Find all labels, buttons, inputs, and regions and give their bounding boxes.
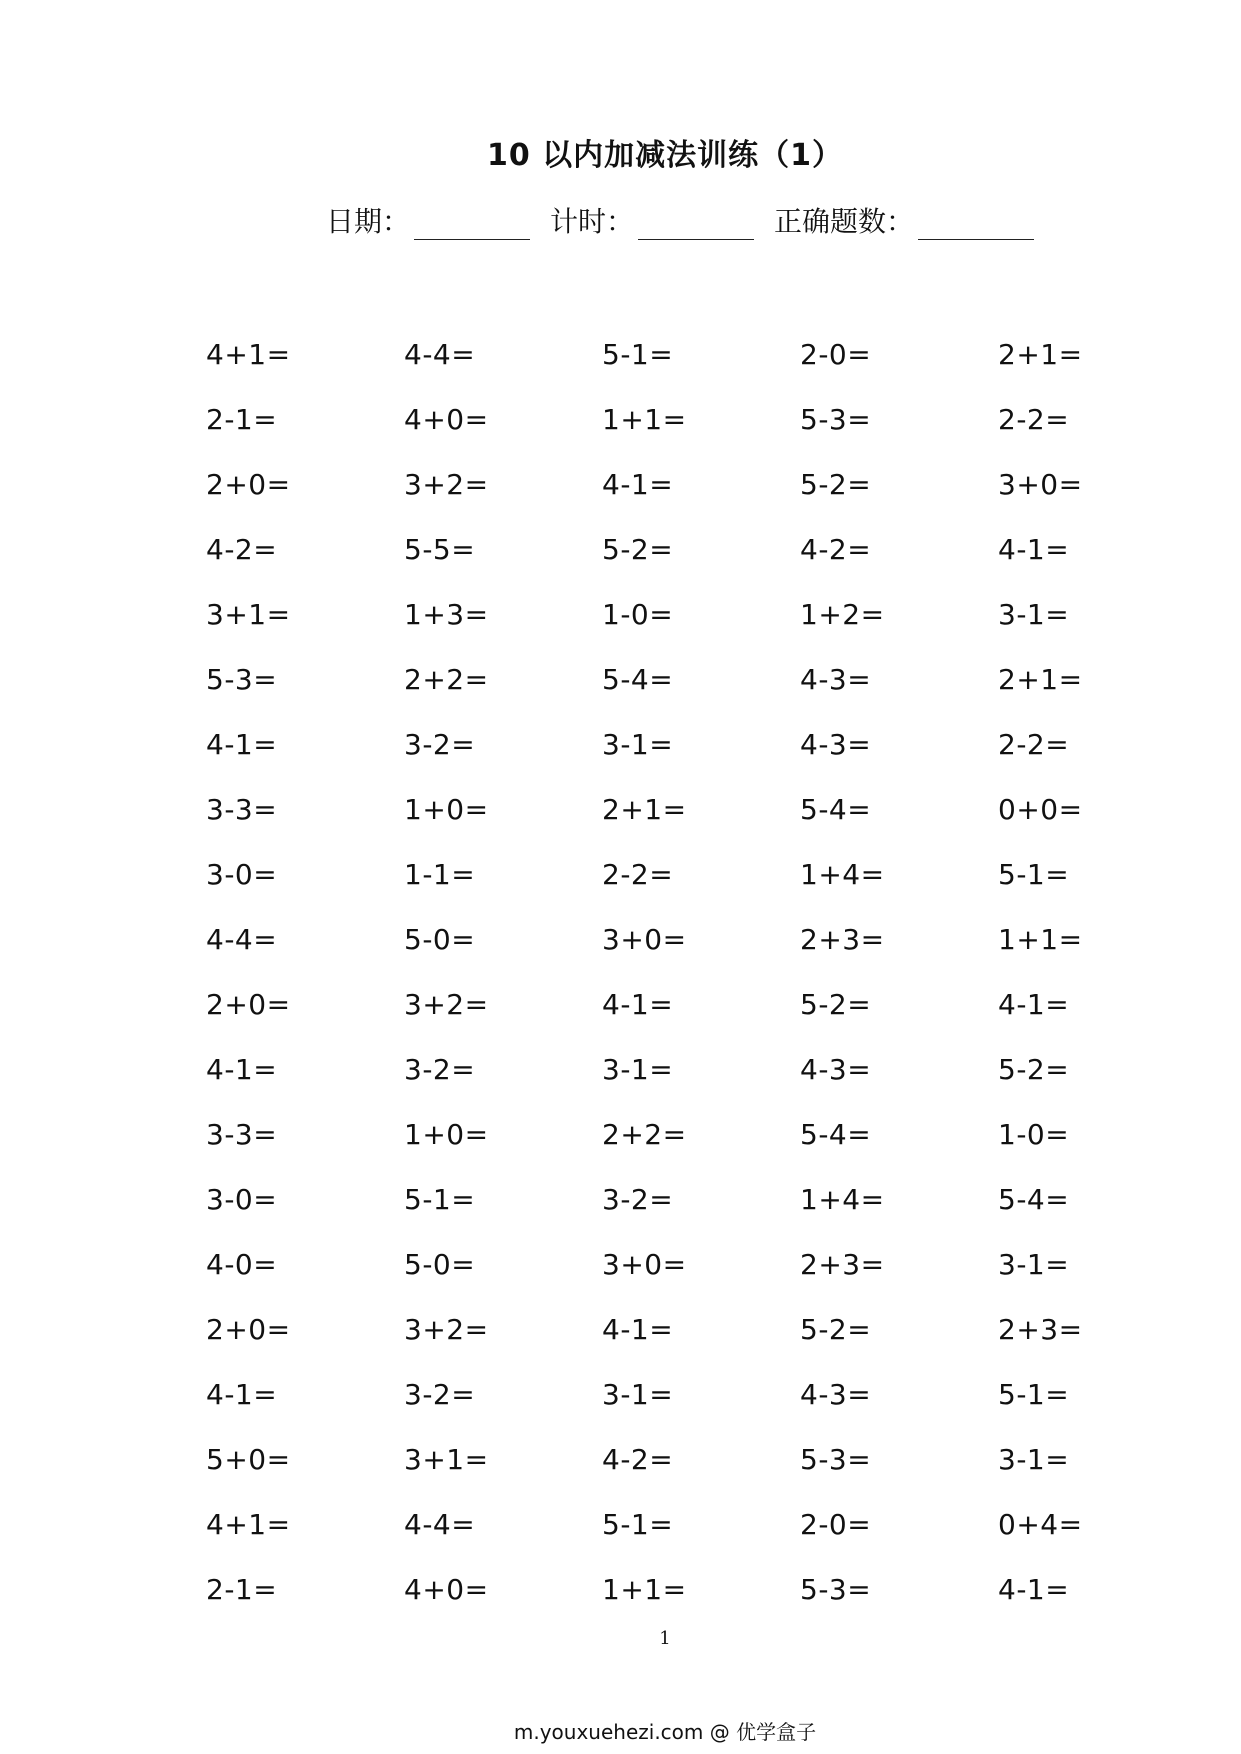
worksheet-title: 10 以内加减法训练（1）: [486, 138, 844, 173]
problem-item: 3-2=: [404, 1053, 476, 1086]
timer-blank[interactable]: [638, 205, 754, 240]
problem-item: 5-5=: [404, 533, 476, 566]
problem-item: 1+2=: [800, 598, 885, 631]
problem-row: [206, 1427, 1206, 1492]
problem-row: [206, 907, 1206, 972]
problem-item: 1+4=: [800, 858, 885, 891]
footer-watermark: m.youxuehezi.com @ 优学盒子: [513, 1720, 817, 1744]
problem-item: 5-2=: [800, 468, 872, 501]
problem-row: [206, 842, 1206, 907]
timer-field: [550, 200, 754, 240]
problem-item: 3+0=: [602, 1248, 687, 1281]
problem-row: [206, 1297, 1206, 1362]
problem-item: 2+0=: [206, 1313, 291, 1346]
problem-item: 5-3=: [206, 663, 278, 696]
problem-row: [206, 777, 1206, 842]
problem-item: 4-1=: [206, 1053, 278, 1086]
problem-row: [206, 1492, 1206, 1557]
problem-item: 3+2=: [404, 468, 489, 501]
problem-item: 4-3=: [800, 728, 872, 761]
info-line: [326, 196, 1054, 240]
problem-item: 5-4=: [800, 793, 872, 826]
problem-item: 2+3=: [800, 923, 885, 956]
problem-item: 4+1=: [206, 1508, 291, 1541]
problem-row: [206, 1167, 1206, 1232]
correct-count-field: [774, 200, 1034, 240]
problem-item: 4-4=: [206, 923, 278, 956]
timer-label: 计时：: [550, 205, 635, 238]
problem-item: 5-2=: [800, 988, 872, 1021]
problem-item: 5-0=: [404, 923, 476, 956]
problem-item: 4-1=: [998, 1573, 1070, 1606]
problem-item: 1+1=: [998, 923, 1083, 956]
problem-item: 5-3=: [800, 1443, 872, 1476]
problem-item: 4-3=: [800, 663, 872, 696]
problem-item: 2+1=: [998, 338, 1083, 371]
problem-item: 2+3=: [998, 1313, 1083, 1346]
problem-item: 3-1=: [602, 1378, 674, 1411]
problem-item: 4-2=: [206, 533, 278, 566]
problem-item: 3-1=: [998, 1248, 1070, 1281]
problem-item: 4-2=: [602, 1443, 674, 1476]
problem-item: 2+2=: [404, 663, 489, 696]
problem-item: 3+1=: [404, 1443, 489, 1476]
problem-item: 3-1=: [998, 1443, 1070, 1476]
problem-item: 1+4=: [800, 1183, 885, 1216]
problem-row: [206, 517, 1206, 582]
problem-item: 1-0=: [602, 598, 674, 631]
problem-item: 4-1=: [998, 533, 1070, 566]
problem-item: 0+0=: [998, 793, 1083, 826]
problem-item: 3+2=: [404, 1313, 489, 1346]
problem-item: 2-2=: [998, 403, 1070, 436]
correct-count-blank[interactable]: [918, 205, 1034, 240]
problem-item: 5-2=: [602, 533, 674, 566]
problem-row: [206, 647, 1206, 712]
problem-item: 1-0=: [998, 1118, 1070, 1151]
problem-item: 2+0=: [206, 468, 291, 501]
problem-item: 4+0=: [404, 1573, 489, 1606]
problem-item: 3+0=: [998, 468, 1083, 501]
problem-item: 2-1=: [206, 403, 278, 436]
problem-item: 3-1=: [602, 1053, 674, 1086]
problem-item: 3-0=: [206, 1183, 278, 1216]
problem-item: 2+1=: [602, 793, 687, 826]
problem-item: 4-1=: [602, 468, 674, 501]
problem-item: 4+1=: [206, 338, 291, 371]
date-field: [326, 200, 530, 240]
problem-item: 5-4=: [998, 1183, 1070, 1216]
problem-item: 3+2=: [404, 988, 489, 1021]
problem-grid: [206, 322, 1206, 1622]
problem-item: 3+1=: [206, 598, 291, 631]
problem-item: 1+3=: [404, 598, 489, 631]
problem-item: 4-3=: [800, 1053, 872, 1086]
problem-item: 3-2=: [404, 1378, 476, 1411]
problem-item: 1-1=: [404, 858, 476, 891]
problem-item: 1+0=: [404, 1118, 489, 1151]
problem-item: 3-2=: [404, 728, 476, 761]
problem-item: 3-3=: [206, 1118, 278, 1151]
problem-item: 5-1=: [602, 1508, 674, 1541]
problem-item: 2-0=: [800, 1508, 872, 1541]
problem-item: 2-2=: [602, 858, 674, 891]
problem-item: 5-0=: [404, 1248, 476, 1281]
problem-item: 3-3=: [206, 793, 278, 826]
problem-item: 4+0=: [404, 403, 489, 436]
problem-row: [206, 972, 1206, 1037]
problem-item: 4-4=: [404, 1508, 476, 1541]
problem-item: 4-4=: [404, 338, 476, 371]
problem-item: 4-3=: [800, 1378, 872, 1411]
problem-item: 2+3=: [800, 1248, 885, 1281]
problem-item: 0+4=: [998, 1508, 1083, 1541]
problem-row: [206, 582, 1206, 647]
problem-item: 4-1=: [602, 988, 674, 1021]
problem-item: 4-2=: [800, 533, 872, 566]
problem-row: [206, 1102, 1206, 1167]
problem-row: [206, 1362, 1206, 1427]
problem-item: 3-0=: [206, 858, 278, 891]
problem-row: [206, 1557, 1206, 1622]
problem-row: [206, 1232, 1206, 1297]
problem-item: 5+0=: [206, 1443, 291, 1476]
problem-item: 2-1=: [206, 1573, 278, 1606]
problem-item: 4-1=: [206, 1378, 278, 1411]
problem-item: 2+1=: [998, 663, 1083, 696]
problem-item: 2+0=: [206, 988, 291, 1021]
problem-item: 4-1=: [998, 988, 1070, 1021]
problem-item: 5-4=: [800, 1118, 872, 1151]
problem-item: 1+0=: [404, 793, 489, 826]
problem-item: 3-2=: [602, 1183, 674, 1216]
problem-item: 4-1=: [206, 728, 278, 761]
problem-row: [206, 387, 1206, 452]
date-label: 日期：: [326, 205, 411, 238]
problem-item: 5-1=: [602, 338, 674, 371]
problem-item: 1+1=: [602, 403, 687, 436]
problem-item: 5-1=: [404, 1183, 476, 1216]
problem-item: 3+0=: [602, 923, 687, 956]
problem-item: 3-1=: [602, 728, 674, 761]
problem-item: 4-0=: [206, 1248, 278, 1281]
page-number: 1: [659, 1628, 671, 1649]
problem-item: 3-1=: [998, 598, 1070, 631]
problem-row: [206, 1037, 1206, 1102]
problem-item: 5-2=: [998, 1053, 1070, 1086]
date-blank[interactable]: [414, 205, 530, 240]
problem-item: 5-3=: [800, 403, 872, 436]
problem-item: 2-0=: [800, 338, 872, 371]
problem-row: [206, 452, 1206, 517]
problem-item: 5-1=: [998, 858, 1070, 891]
problem-row: [206, 712, 1206, 777]
problem-item: 5-1=: [998, 1378, 1070, 1411]
correct-count-label: 正确题数：: [774, 205, 915, 238]
problem-item: 5-2=: [800, 1313, 872, 1346]
problem-item: 2+2=: [602, 1118, 687, 1151]
problem-item: 5-4=: [602, 663, 674, 696]
problem-item: 1+1=: [602, 1573, 687, 1606]
problem-item: 5-3=: [800, 1573, 872, 1606]
problem-item: 4-1=: [602, 1313, 674, 1346]
problem-row: [206, 322, 1206, 387]
problem-item: 2-2=: [998, 728, 1070, 761]
